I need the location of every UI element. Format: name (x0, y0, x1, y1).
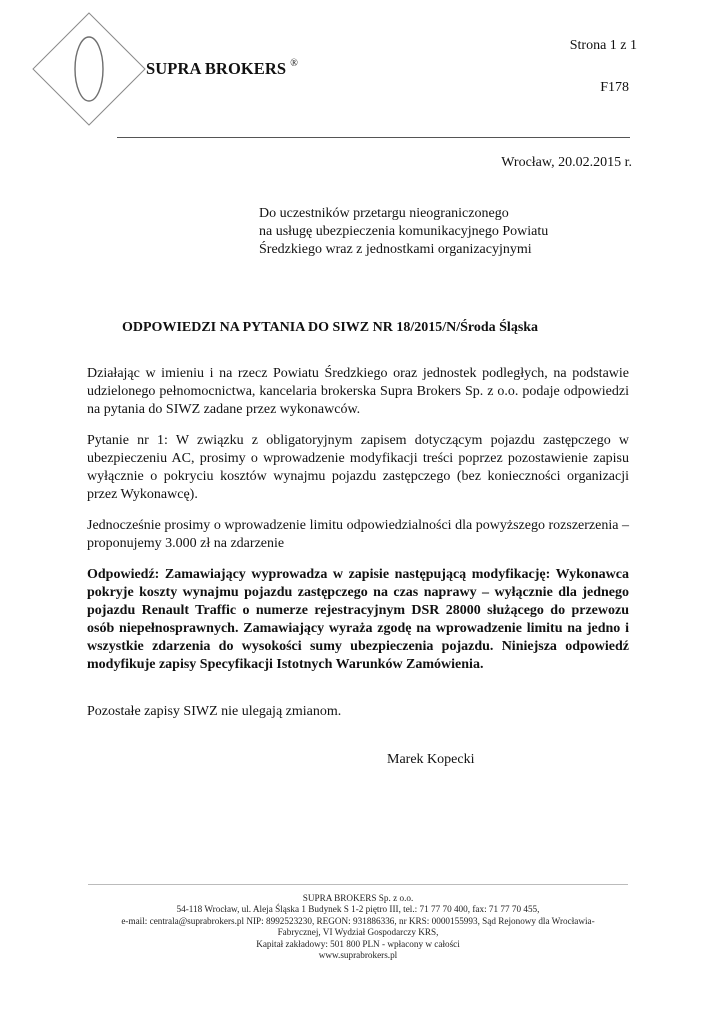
footer-line: SUPRA BROKERS Sp. z o.o. (302, 893, 414, 903)
brand-name (146, 59, 298, 79)
document-title: ODPOWIEDZI NA PYTANIA DO SIWZ NR 18/2015/N/Środa Śląska (122, 320, 539, 335)
recipient-line: Średzkiego wraz z jednostkami organizacyjnymi (259, 242, 532, 257)
footer-line: 54-118 Wrocław, ul. Aleja Śląska 1 Budynek S 1-2 piętro III, tel.: 71 77 70 400, fax: 71 77 70 455, (176, 904, 540, 915)
recipient-line: na usługę ubezpieczenia komunikacyjnego Powiatu (259, 224, 549, 239)
footer-line: Kapitał zakładowy: 501 800 PLN - wpłacony w całości (256, 938, 460, 949)
intro-paragraph: Działając w imieniu i na rzecz Powiatu Średzkiego oraz jednostek podległych, na podstawie udzielonego pełnomocnictwa, kancelaria brokerska Supra Brokers Sp. z o.o. podaje odpowiedzi na pytania do SIWZ zadane przez wykonawców. (87, 366, 629, 417)
trademark-symbol: ® (290, 57, 298, 69)
recipient-line: Do uczestników przetargu nieograniczonego (259, 206, 509, 221)
question-paragraph: Pytanie nr 1: W związku z obligatoryjnym zapisem dotyczącym pojazdu zastępczego w ubezpieczeniu AC, prosimy o wprowadzenie modyfikacji treści poprzez pozostawienie zapisu wyłącznie o pokryciu kosztów wynajmu pojazdu zastępczego (bez konieczności organizacji przez Wykonawcę). (87, 433, 629, 502)
question-continuation-paragraph: Jednocześnie prosimy o wprowadzenie limitu odpowiedzialności dla powyższego rozszerzenia – proponujemy 3.000 zł na zdarzenie (87, 518, 629, 551)
footer-line: Fabrycznej, VI Wydział Gospodarczy KRS, (277, 927, 439, 938)
date-line: Wrocław, 20.02.2015 r. (501, 155, 632, 170)
answer-paragraph: Odpowiedź: Zamawiający wyprowadza w zapisie następującą modyfikację: Wykonawca pokryje koszty wynajmu pojazdu zastępczego na czas naprawy – wyłącznie dla jednego pojazdu Renault Traffic o numerze rejestracyjnym DSR 28000 służącego do przewozu osób niepełnosprawnych. Zamawiający wyraża zgodę na wprowadzenie limitu na jedno i wszystkie zdarzenia do wysokości sumy ubezpieczenia pojazdu. Niniejsza odpowiedź modyfikuje zapisy Specyfikacji Istotnych Warunków Zamówienia. (87, 567, 629, 672)
recipient-block (259, 205, 548, 259)
page-number: Strona 1 z 1 (569, 38, 637, 53)
footer-line: www.suprabrokers.pl (318, 950, 398, 961)
footer (88, 893, 628, 961)
footer-line: e-mail: centrala@suprabrokers.pl NIP: 8992523230, REGON: 931886336, nr KRS: 0000155993, Sąd Rejonowy dla Wrocławia- (121, 915, 595, 926)
brand-name-text: SUPRA BROKERS (146, 59, 287, 78)
supra-brokers-logo-icon (30, 10, 148, 128)
closing-paragraph: Pozostałe zapisy SIWZ nie ulegają zmianom. (87, 704, 342, 719)
form-code: F178 (600, 80, 629, 95)
header-divider (117, 137, 630, 138)
signature: Marek Kopecki (387, 752, 475, 767)
footer-divider (88, 884, 628, 885)
